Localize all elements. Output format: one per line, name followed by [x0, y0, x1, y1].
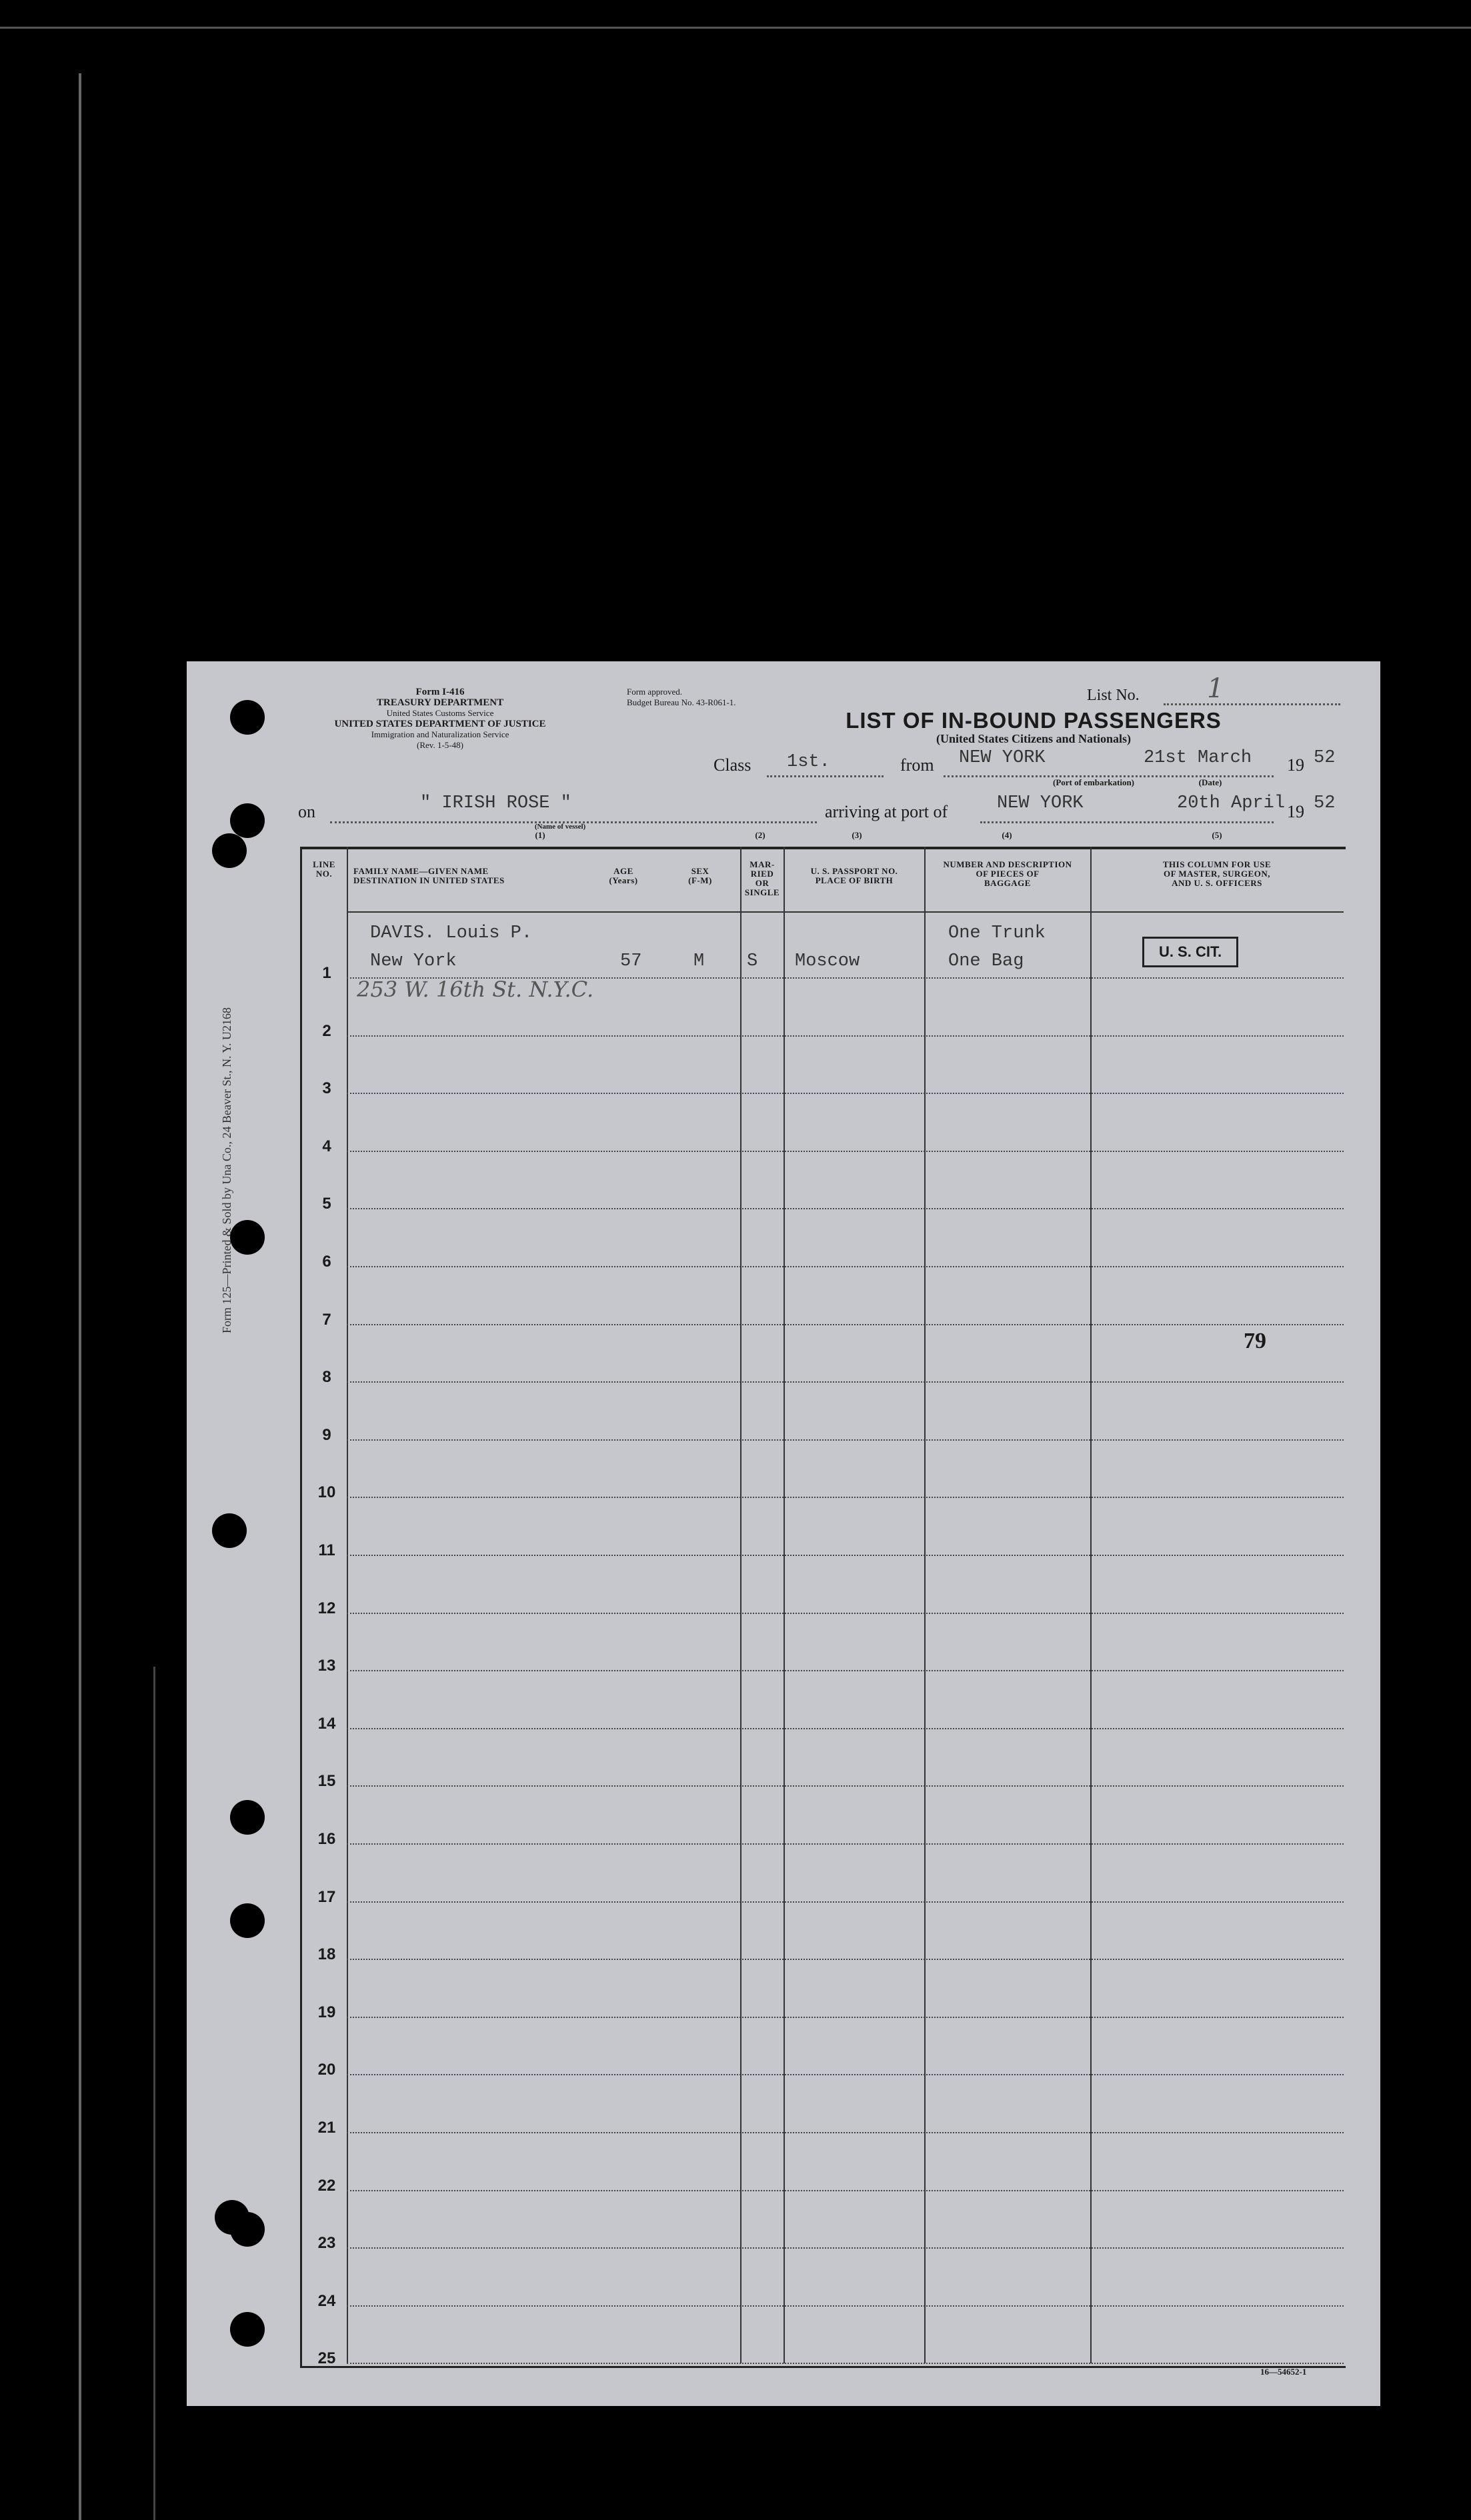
caption-5: (5)	[1212, 830, 1222, 840]
approval-block	[627, 687, 736, 708]
form-title: LIST OF IN-BOUND PASSENGERS	[846, 708, 1222, 733]
arrival-year-prefix: 19	[1287, 802, 1304, 821]
row-number: 2	[322, 1021, 331, 1040]
treasury-dept: TREASURY DEPARTMENT	[376, 697, 504, 708]
form-subtitle: (United States Citizens and Nationals)	[936, 732, 1131, 745]
film-edge-left-inner	[153, 1667, 155, 2520]
table-row	[347, 1381, 1344, 1383]
budget-bureau: Budget Bureau No. 43-R061-1.	[627, 697, 736, 707]
punch-hole	[230, 2312, 265, 2347]
class-label: Class	[713, 755, 752, 775]
col-age: AGE (Years)	[609, 866, 638, 885]
from-port: NEW YORK	[959, 748, 1046, 768]
passenger-name: DAVIS. Louis P.	[370, 923, 533, 943]
table-row	[347, 1266, 1344, 1267]
vessel-caption: (Name of vessel)	[534, 823, 586, 831]
date-caption: (Date)	[1198, 777, 1222, 787]
row-number: 15	[317, 1772, 336, 1791]
row-number: 1	[322, 964, 331, 982]
row-number: 24	[317, 2291, 336, 2310]
row-number: 3	[322, 1079, 331, 1098]
col-name: FAMILY NAME—GIVEN NAME DESTINATION IN UNITED STATES	[353, 866, 505, 885]
col-officers: THIS COLUMN FOR USE OF MASTER, SURGEON, AND U. S. OFFICERS	[1162, 859, 1272, 888]
row-number: 21	[317, 2119, 336, 2137]
col-divider-married	[784, 847, 785, 2363]
vessel-name: " IRISH ROSE "	[420, 793, 571, 813]
passenger-marital: S	[747, 951, 758, 971]
row-number: 5	[322, 1195, 331, 1213]
table-row	[347, 1555, 1344, 1556]
form-number: Form I-416	[415, 687, 465, 697]
col-sex: SEX (F-M)	[688, 866, 712, 885]
agency-block	[287, 687, 593, 751]
film-edge-left	[79, 73, 81, 2520]
print-code: 16—54652-1	[1260, 2367, 1307, 2377]
col-baggage: NUMBER AND DESCRIPTION OF PIECES OF BAGGAGE	[943, 859, 1072, 888]
punch-hole	[230, 2212, 265, 2247]
table-row	[347, 2247, 1344, 2249]
arrival-port: NEW YORK	[997, 793, 1084, 813]
table-row	[347, 1785, 1344, 1787]
from-label: from	[900, 755, 934, 775]
table-row	[347, 2017, 1344, 2018]
col-divider-line	[347, 847, 348, 2363]
table-row	[347, 1959, 1344, 1960]
row-number: 7	[322, 1310, 331, 1329]
handwritten-address: 253 W. 16th St. N.Y.C.	[357, 977, 594, 1002]
row-number: 20	[317, 2061, 336, 2079]
on-label: on	[298, 802, 315, 821]
table-row	[347, 1093, 1344, 1094]
table-row	[347, 2305, 1344, 2307]
table-row	[347, 1843, 1344, 1845]
punch-hole	[230, 803, 265, 838]
depart-year: 52	[1314, 748, 1336, 768]
passenger-table	[300, 847, 1346, 2368]
film-edge-top	[0, 27, 1471, 29]
row-number: 6	[322, 1253, 331, 1271]
baggage-item-1: One Trunk	[948, 923, 1046, 943]
col-divider-baggage	[1090, 847, 1092, 2363]
table-row	[347, 1324, 1344, 1325]
passenger-age: 57	[620, 951, 642, 971]
class-line	[767, 775, 884, 777]
row-number: 8	[322, 1368, 331, 1387]
table-row	[347, 1439, 1344, 1441]
caption-1: (1)	[535, 830, 545, 840]
row-number: 12	[317, 1599, 336, 1617]
row-number: 11	[318, 1541, 335, 1559]
table-row	[347, 1497, 1344, 1498]
row-number: 22	[317, 2176, 336, 2195]
table-row	[347, 1901, 1344, 1903]
row-number: 18	[317, 1945, 336, 1964]
form-approved: Form approved.	[627, 687, 683, 697]
class-value: 1st.	[787, 752, 830, 772]
printer-imprint: Form 125—Printed & Sold by Una Co., 24 Beaver St., N. Y. U2168	[220, 1007, 233, 1333]
col-divider-name	[740, 847, 742, 2363]
punch-hole	[230, 1220, 265, 1255]
table-row	[347, 1613, 1344, 1614]
revision: (Rev. 1-5-48)	[417, 740, 463, 750]
header-rule	[347, 911, 1344, 913]
passenger-birthplace: Moscow	[795, 951, 860, 971]
table-row	[347, 1035, 1344, 1037]
punch-hole	[230, 700, 265, 735]
row-number: 4	[322, 1137, 331, 1155]
justice-dept: UNITED STATES DEPARTMENT OF JUSTICE	[334, 719, 546, 729]
table-row	[347, 1151, 1344, 1152]
table-row	[347, 2132, 1344, 2133]
col-passport: U. S. PASSPORT NO. PLACE OF BIRTH	[810, 866, 898, 885]
depart-year-prefix: 19	[1287, 755, 1304, 775]
table-row	[347, 1728, 1344, 1729]
caption-2: (2)	[755, 830, 766, 840]
row-number: 16	[317, 1830, 336, 1848]
arriving-label: arriving at port of	[825, 802, 948, 821]
col-line-no: LINE NO.	[313, 859, 335, 879]
table-row	[347, 2074, 1344, 2075]
caption-3: (3)	[852, 830, 862, 840]
punch-hole	[230, 1800, 265, 1835]
row-number: 25	[317, 2349, 336, 2368]
arrival-line	[980, 821, 1274, 823]
row-number: 17	[317, 1887, 336, 1906]
caption-4: (4)	[1002, 830, 1012, 840]
col-married: MAR- RIED OR SINGLE	[744, 859, 780, 897]
row-number: 23	[317, 2234, 336, 2253]
row-number: 13	[317, 1657, 336, 1675]
punch-hole	[212, 833, 247, 868]
row-number: 14	[317, 1714, 336, 1733]
baggage-item-2: One Bag	[948, 951, 1024, 971]
punch-hole	[212, 1513, 247, 1548]
citizen-stamp: U. S. CIT.	[1142, 937, 1238, 967]
table-row	[347, 2190, 1344, 2191]
departure-date: 21st March	[1144, 748, 1252, 768]
embark-caption: (Port of embarkation)	[1052, 777, 1135, 787]
row-number: 19	[317, 2003, 336, 2021]
row-number: 9	[322, 1425, 331, 1444]
customs-service: United States Customs Service	[386, 708, 494, 718]
list-no-value: 1	[1207, 673, 1224, 704]
reference-number: 79	[1244, 1329, 1266, 1353]
list-no-line	[1164, 703, 1340, 705]
table-row	[347, 1670, 1344, 1671]
table-row	[347, 1208, 1344, 1209]
ins-service: Immigration and Naturalization Service	[371, 729, 509, 739]
col-divider-passport	[924, 847, 926, 2363]
arrival-date: 20th April	[1177, 793, 1286, 813]
list-no-label: List No.	[1087, 687, 1140, 704]
row-number: 10	[317, 1483, 336, 1502]
passenger-destination: New York	[370, 951, 457, 971]
arrival-year: 52	[1314, 793, 1336, 813]
passenger-sex: M	[693, 951, 705, 971]
table-row	[347, 2363, 1344, 2364]
punch-hole	[230, 1903, 265, 1938]
